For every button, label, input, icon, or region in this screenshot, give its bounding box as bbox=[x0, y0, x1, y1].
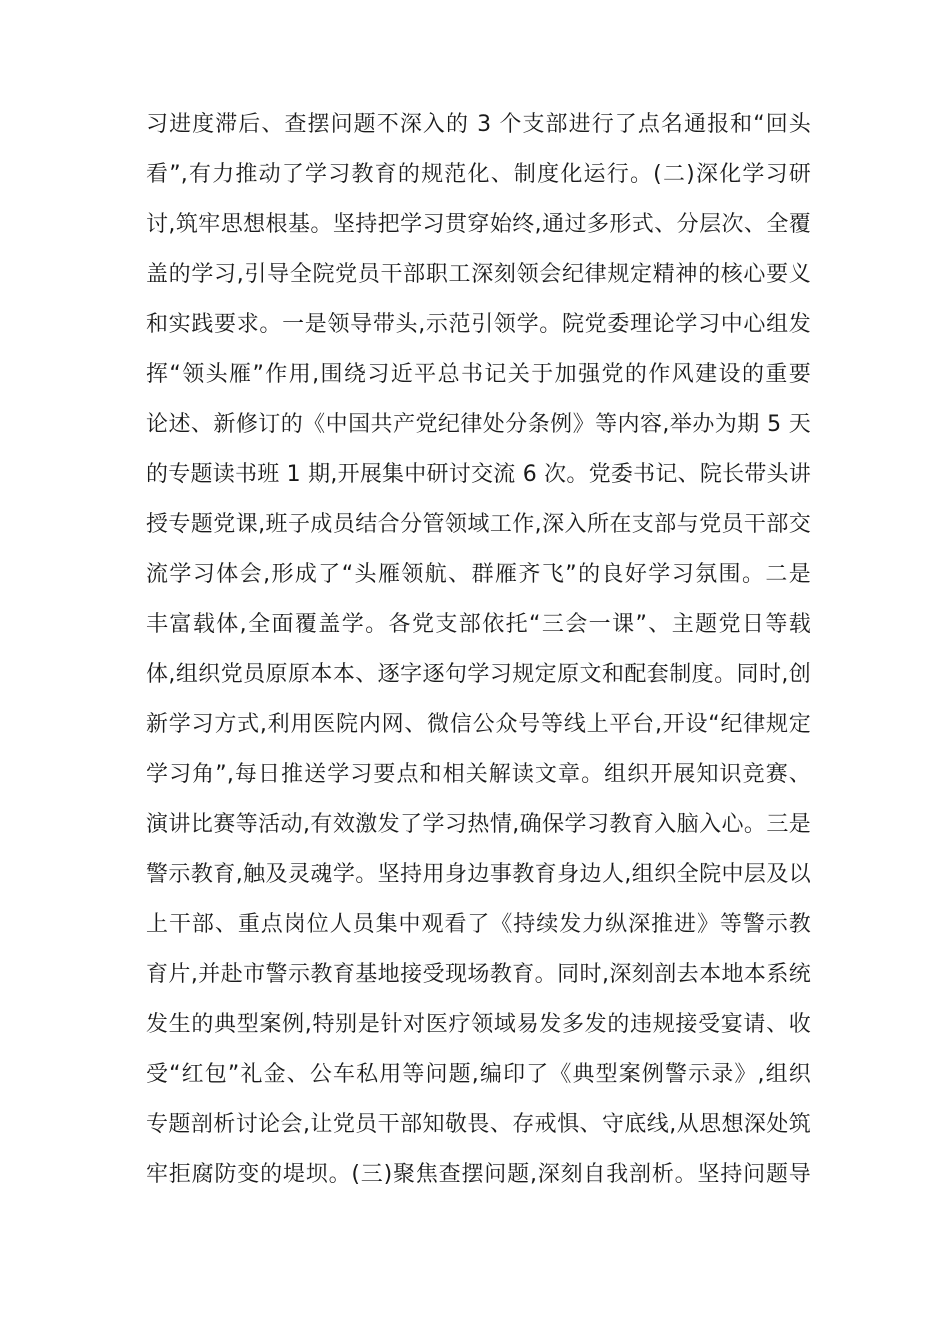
text-line: 牢拒腐防变的堤坝。(三)聚焦查摆问题,深刻自我剖析。坚持问题导 bbox=[146, 1162, 811, 1187]
text-line: 盖的学习,引导全院党员干部职工深刻领会纪律规定精神的核心要义 bbox=[146, 262, 811, 287]
text-line: 上干部、重点岗位人员集中观看了《持续发力纵深推进》等警示教 bbox=[146, 912, 811, 937]
text-line: 学习角”,每日推送学习要点和相关解读文章。组织开展知识竞赛、 bbox=[146, 762, 811, 787]
text-line: 论述、新修订的《中国共产党纪律处分条例》等内容,举办为期 5 天 bbox=[146, 412, 811, 437]
text-line: 受“红包”礼金、公车私用等问题,编印了《典型案例警示录》,组织 bbox=[146, 1062, 811, 1087]
body-text bbox=[146, 100, 811, 1200]
text-line: 演讲比赛等活动,有效激发了学习热情,确保学习教育入脑入心。三是 bbox=[146, 812, 811, 837]
text-line: 挥“领头雁”作用,围绕习近平总书记关于加强党的作风建设的重要 bbox=[146, 362, 811, 387]
text-line: 发生的典型案例,特别是针对医疗领域易发多发的违规接受宴请、收 bbox=[146, 1012, 811, 1037]
text-line: 体,组织党员原原本本、逐字逐句学习规定原文和配套制度。同时,创 bbox=[146, 662, 811, 687]
text-line: 专题剖析讨论会,让党员干部知敬畏、存戒惧、守底线,从思想深处筑 bbox=[146, 1112, 811, 1137]
text-line: 习进度滞后、查摆问题不深入的 3 个支部进行了点名通报和“回头 bbox=[146, 112, 811, 137]
text-line: 和实践要求。一是领导带头,示范引领学。院党委理论学习中心组发 bbox=[146, 312, 811, 337]
text-line: 看”,有力推动了学习教育的规范化、制度化运行。(二)深化学习研 bbox=[146, 162, 811, 187]
text-line: 的专题读书班 1 期,开展集中研讨交流 6 次。党委书记、院长带头讲 bbox=[146, 462, 811, 487]
text-line: 授专题党课,班子成员结合分管领域工作,深入所在支部与党员干部交 bbox=[146, 512, 811, 537]
text-line: 丰富载体,全面覆盖学。各党支部依托“三会一课”、主题党日等载 bbox=[146, 612, 811, 637]
text-line: 流学习体会,形成了“头雁领航、群雁齐飞”的良好学习氛围。二是 bbox=[146, 562, 811, 587]
text-line: 警示教育,触及灵魂学。坚持用身边事教育身边人,组织全院中层及以 bbox=[146, 862, 811, 887]
text-line: 讨,筑牢思想根基。坚持把学习贯穿始终,通过多形式、分层次、全覆 bbox=[146, 212, 811, 237]
text-line: 新学习方式,利用医院内网、微信公众号等线上平台,开设“纪律规定 bbox=[146, 712, 811, 737]
text-line: 育片,并赴市警示教育基地接受现场教育。同时,深刻剖去本地本系统 bbox=[146, 962, 811, 987]
